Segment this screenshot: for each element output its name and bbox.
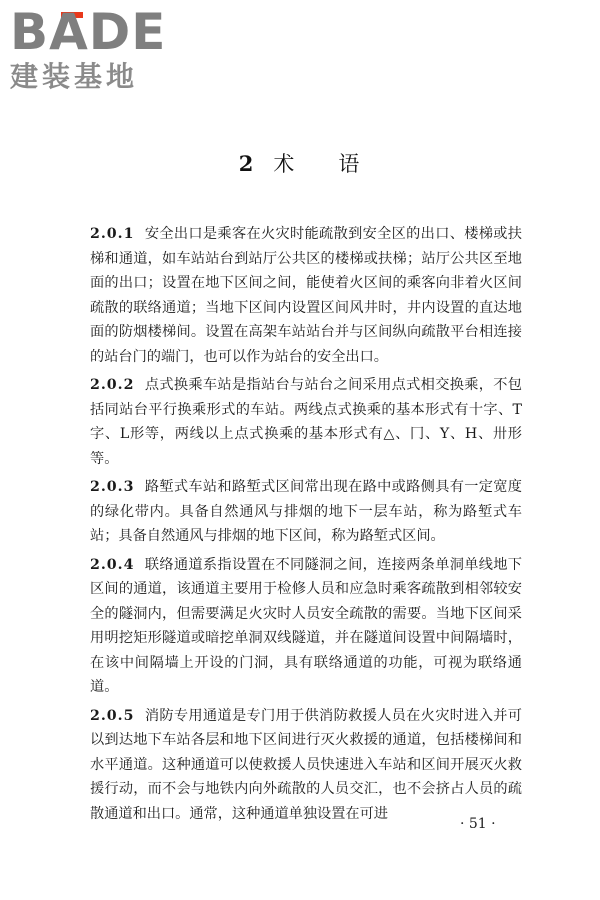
clause-number: 2.0.1: [90, 226, 135, 242]
clause-2-0-1: [90, 222, 522, 369]
bade-logo: [10, 3, 180, 98]
clause-2-0-4: [90, 553, 522, 700]
clause-number: 2.0.4: [90, 556, 135, 573]
clause-text: 安全出口是乘客在火灾时能疏散到安全区的出口、楼梯或扶梯和通道，如车站站台到站厅公共区的楼梯或扶梯；站厅公共区至地面的出口；设置在地下区间之间，能使着火区间的乘客向非着火区间疏散的联络通道；当地下区间内设置区间风井时，井内设置的直达地面的防烟楼梯间。设置在高架车站站台并与区间纵向疏散平台相连接的站台门的端门，也可以作为站台的安全出口。: [90, 226, 522, 365]
logo-mark: BADE: [10, 3, 167, 61]
page-number: · 51 ·: [460, 816, 496, 832]
chapter-number: 2: [238, 151, 256, 176]
clause-text: 消防专用通道是专门用于供消防救援人员在火灾时进入并可以到达地下车站各层和地下区间进行灭火救援的通道，包括楼梯间和水平通道。这种通道可以使救援人员快速进入车站和区间开展灭火救援行动，而不会与地铁内向外疏散的人员交汇，也不会挤占人员的疏散通道和出口。通常，这种通道单独设置在可进: [90, 707, 522, 822]
chapter-title: [0, 148, 600, 178]
chapter-title-part1: 术: [273, 152, 297, 176]
clause-2-0-3: [90, 475, 522, 549]
clause-text: 点式换乘车站是指站台与站台之间采用点式相交换乘，不包括同站台平行换乘形式的车站。两线点式换乘的基本形式有十字、T字、L形等，两线以上点式换乘的基本形式有△、冂、Y、H、卅形等。: [90, 377, 522, 467]
clause-text: 联络通道系指设置在不同隧洞之间，连接两条单洞单线地下区间的通道，该通道主要用于检修人员和应急时乘客疏散到相邻较安全的隧洞内，但需要满足火灾时人员安全疏散的需要。当地下区间采用明挖矩形隧道或暗挖单洞双线隧道，并在隧道间设置中间隔墙时，在该中间隔墙上开设的门洞，具有联络通道的功能，可视为联络通道。: [90, 556, 522, 695]
clause-2-0-2: [90, 373, 522, 471]
clause-number: 2.0.2: [90, 377, 135, 393]
logo-subtitle: 建装基地: [10, 60, 139, 93]
clause-text: 路堑式车站和路堑式区间常出现在路中或路侧具有一定宽度的绿化带内。具备自然通风与排烟的地下一层车站，称为路堑式车站；具备自然通风与排烟的地下区间，称为路堑式区间。: [90, 479, 522, 544]
clause-number: 2.0.5: [90, 707, 135, 724]
clause-number: 2.0.3: [90, 479, 135, 495]
clause-2-0-5: [90, 704, 522, 827]
chapter-title-part2: 语: [338, 152, 362, 176]
clause-list: [90, 222, 522, 830]
